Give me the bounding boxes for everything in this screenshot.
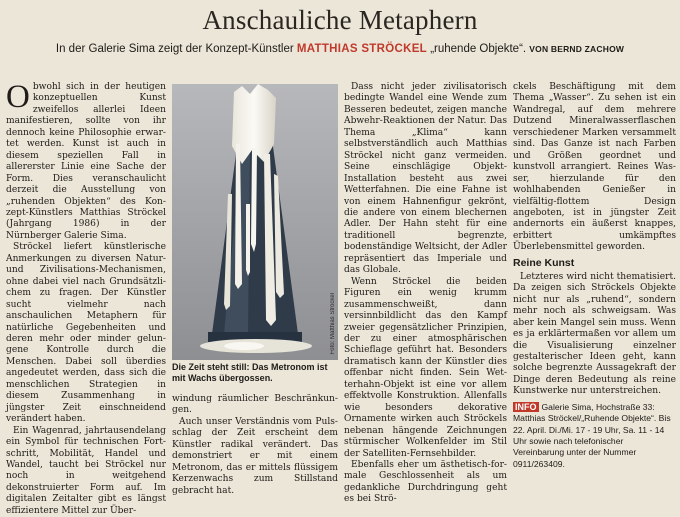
info-box (513, 402, 676, 470)
info-label: INFO (515, 401, 537, 412)
subline (10, 42, 670, 56)
headline: Anschauliche Metaphern (202, 5, 478, 35)
photo-credit: Foto: Matthias Ströckel (330, 292, 336, 354)
photo-caption: Die Zeit steht still: Das Metronom ist mit Wachs übergossen. (172, 362, 328, 383)
metronome-photo (172, 84, 338, 360)
paragraph-3: Ein Wagenrad, jahrtausendelang ein Symbol für technischen Fortschritt, Mobilität, Handel und Wandel, taucht bei Ströckel nur noch in weitgehend dekonstruierter Form auf. Im digitalen Zeitalter gibt es längst effizientere Mittel zur Über- (6, 425, 166, 516)
section-heading: Reine Kunst (513, 256, 575, 269)
metronome-wax-image (172, 84, 338, 360)
subline-lead: In der Galerie Sima zeigt der Konzept-Künstler (55, 43, 294, 55)
paragraph-9: ckels Beschäftigung mit dem Thema „Wasser“. Zu sehen ist ein Wandregal, auf dem mehrere Dutzend Mineralwasserflaschen verschiedener Marken versammelt sind. Das Ganze ist nach Farben und Größen geordnet und kunstvoll arrangiert. Reines Wasser, hierzulande für den wohlhabenden Genießer in vielfältig-flottem Design angeboten, ist in jüngster Zeit andernorts ein äußerst knappes, erbittert umkämpftes Überlebensmittel geworden. (513, 82, 676, 253)
article-column-1 (6, 79, 166, 517)
paragraph-5: Auch unser Verständnis vom Pulsschlag der Zeit erscheint dem Künstler radikal verändert. Das demonstriert er mit einem Metronom, das er mittels flüssigem Kerzenwachs zum Stillstand gebracht hat. (172, 416, 338, 496)
paragraph-10: Letzteres wird nicht thematisiert. Da zeigen sich Ströckels Objekte nicht nur als „ruhend“, sondern mehr noch als schweigsam. Was aber kein Mangel sein muss. Wenn es ja erklärtermaßen vor allem um die Visualisierung einzelner gestalterischer Ideen geht, kann solche begrenzte Aussagekraft der Dinge deren Bedeutung als reine Kunstwerke nur unterstreichen. (513, 271, 676, 397)
info-text: Galerie Sima, Hochstraße 33: Matthias Ströckel/„Ruhende Objekte“. Bis 22. April. Di./Mi. 17 - 19 Uhr, Sa. 11 - 14 Uhr sowie nach telefonischer Vereinbarung unter der Nummer 0911/263409. (513, 401, 671, 469)
article-column-2 (172, 394, 338, 497)
exhibition-title: „ruhende Objekte“. (430, 43, 527, 55)
paragraph-7: Wenn Ströckel die beiden Figuren ein wenig krumm zusammenschweißt, dann versinnbildlicht das den Kampf zweier gegensätzlicher Prinzipien, der zu einer atmosphärischen Schieflage geführt hat. Besonders dramatisch kann der Künstler dies offenbar nicht finden. Sein Wetterhahn-Objekt ist eine vor allem effektvolle Konstruktion. Allenfalls wie besonders dekorative Ornamente wirken auch Ströckels nebenan hängende Zeichnungen stürmischer Wolkenfelder im Stil der Satelliten-Fernsehbilder. (344, 276, 507, 459)
byline: VON BERND ZACHOW (529, 44, 625, 54)
paragraph-6: Dass nicht jeder zivilisatorisch bedingte Wandel eine Wende zum Besseren bedeutet, zeigen manche Abwehr-Reaktionen der Natur. Das Thema „Klima“ kann selbstverständlich auch Matthias Ströckel nicht ganz vermeiden. Seine einschlägige Objekt-Installation besteht aus zwei Wetterfahnen. Die eine Fahne ist von einem Hahnenfigur gekrönt, die andere von einem blechernen Adler. Der Hahn steht für eine traditionell begrenzte, bodenständige Weltsicht, der Adler repräsentiert das Imperiale und das Globale. (344, 82, 507, 276)
article-column-4 (513, 82, 676, 470)
article-column-3 (344, 82, 507, 506)
artist-name: MATTHIAS STRÖCKEL (296, 43, 427, 55)
paragraph-8: Ebenfalls eher um ästhetisch-formale Geschlossenheit als um gedankliche Durchdringung geht es bei Strö- (344, 459, 507, 505)
paragraph-4: windung räumlicher Beschränkungen. (172, 394, 338, 416)
paragraph-2: Ströckel liefert künstlerische Anmerkungen zu diversen Natur- und Zivilisations-Mechanismen, ohne dabei viel nach Grundsätzlichem zu fragen. Der Künstler sucht vielmehr nach anschaulichen Metaphern für natürliche Gegebenheiten und deren mehr oder minder gelungene Kontrolle durch die Menschen. Dabei soll überdies angedeutet werden, dass sich die menschlichen Strategien in diesem Zusammenhang in jüngster Zeit einschneidend verändert haben. (6, 242, 166, 425)
drop-cap: O (6, 79, 30, 115)
paragraph-1: Obwohl sich in der heutigen konzeptuellen Kunst zweifellos allerlei Ideen manifestieren, sollte von ihr dennoch keine Philosophie erwartet werden. Kunst ist auch in diesem speziellen Fall in allererster Linie eine Sache der Form. Dies veranschaulicht derzeit die Ausstellung von „ruhenden Objekten“ des Konzept-Künstlers Matthias Ströckel (Jahrgang 1986) in der Nürnberger Galerie Sima. (6, 79, 166, 241)
